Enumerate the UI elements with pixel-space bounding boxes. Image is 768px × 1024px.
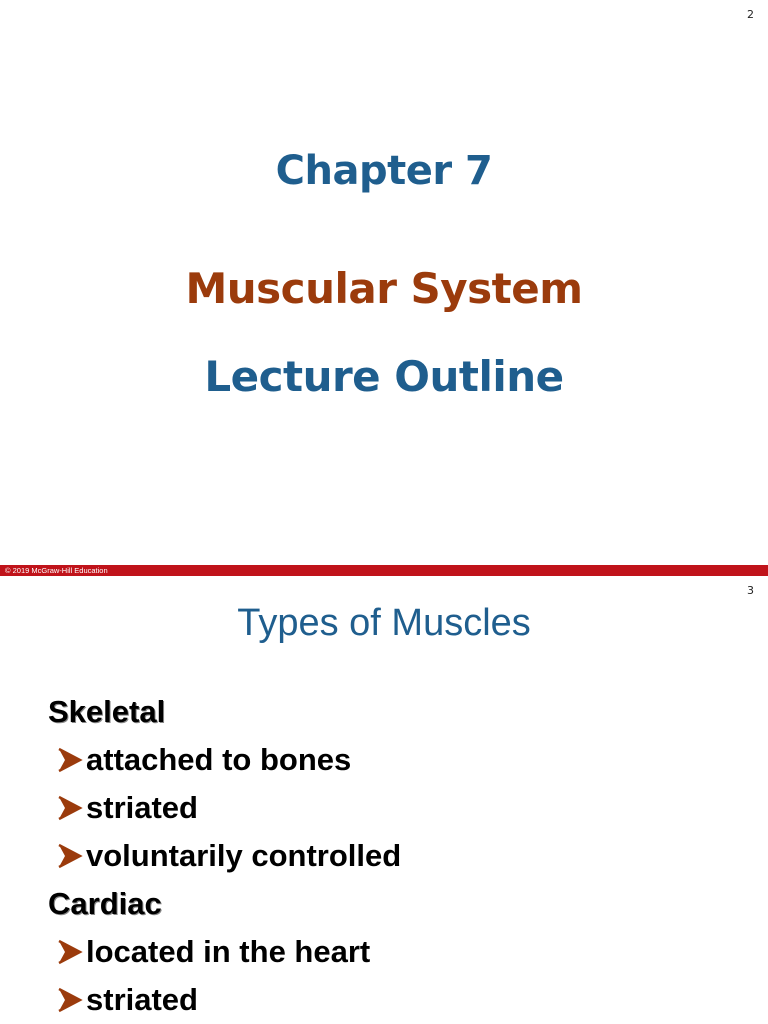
section-heading-skeletal: Skeletal — [48, 694, 166, 729]
bullet-text: voluntarily controlled — [86, 838, 402, 873]
bullet-text: striated — [86, 982, 198, 1017]
arrow-bullet-icon — [56, 986, 84, 1014]
footer-bar — [0, 565, 768, 576]
subject-title: Muscular System — [185, 264, 583, 313]
list-item — [48, 832, 748, 880]
content-list — [48, 688, 748, 1024]
arrow-bullet-icon — [56, 842, 84, 870]
arrow-bullet-icon — [56, 938, 84, 966]
arrow-bullet-icon — [56, 746, 84, 774]
list-item — [48, 928, 748, 976]
list-item — [48, 784, 748, 832]
list-item — [48, 976, 748, 1024]
outline-title: Lecture Outline — [204, 352, 564, 401]
slide-types-of-muscles — [0, 576, 768, 1024]
arrow-bullet-icon — [56, 794, 84, 822]
bullet-text: attached to bones — [86, 742, 352, 777]
slide-title: Types of Muscles — [237, 602, 531, 644]
copyright-text: © 2019 McGraw-Hill Education — [5, 566, 108, 575]
page-number: 3 — [747, 584, 754, 597]
bullet-text: located in the heart — [86, 934, 371, 969]
bullet-text: striated — [86, 790, 198, 825]
section-heading-cardiac: Cardiac — [48, 886, 162, 921]
page-number: 2 — [747, 8, 754, 21]
list-item — [48, 736, 748, 784]
chapter-title: Chapter 7 — [275, 148, 493, 194]
